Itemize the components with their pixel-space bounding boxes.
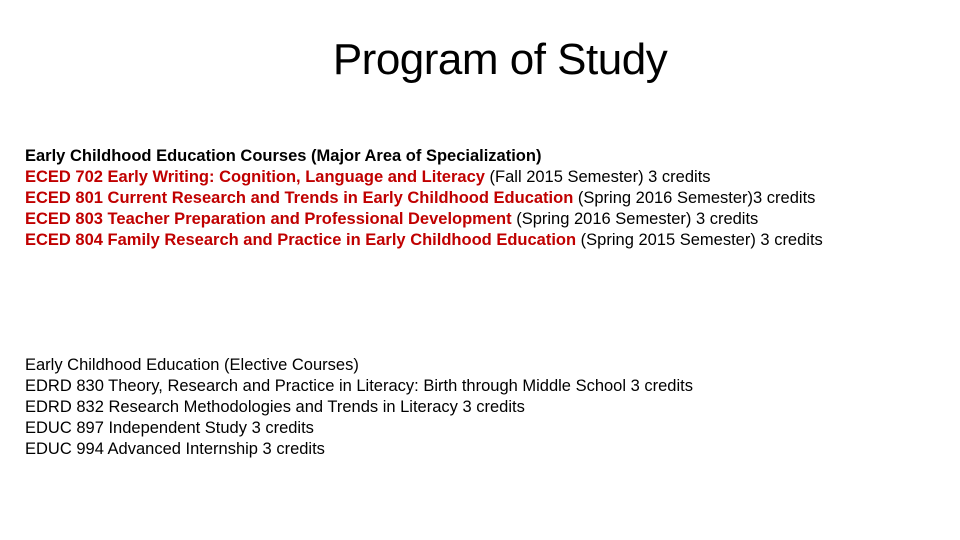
course-detail: (Fall 2015 Semester) 3 credits xyxy=(484,168,711,186)
course-code-title: ECED 803 Teacher Preparation and Professional Development xyxy=(25,210,512,228)
course-code-title: ECED 702 Early Writing: Cognition, Language and Literacy xyxy=(25,168,485,186)
course-code-title: ECED 804 Family Research and Practice in Early Childhood Education xyxy=(25,231,577,249)
course-detail: (Spring 2016 Semester) 3 credits xyxy=(511,210,759,228)
elective-course-item: EDUC 897 Independent Study 3 credits xyxy=(25,419,314,437)
course-detail: (Spring 2015 Semester) 3 credits xyxy=(576,231,823,249)
course-detail: (Spring 2016 Semester)3 credits xyxy=(573,189,816,207)
major-courses-heading: Early Childhood Education Courses (Major Area of Specialization) xyxy=(25,147,542,165)
major-course-item xyxy=(25,230,940,251)
major-course-item xyxy=(25,209,940,230)
page-title: Program of Study xyxy=(332,35,668,84)
elective-courses-heading: Early Childhood Education (Elective Courses) xyxy=(25,356,359,374)
elective-course-item: EDUC 994 Advanced Internship 3 credits xyxy=(25,440,325,458)
major-courses-section xyxy=(25,146,940,251)
major-course-item xyxy=(25,188,940,209)
elective-courses-section xyxy=(25,355,940,460)
elective-course-item: EDRD 830 Theory, Research and Practice in Literacy: Birth through Middle School 3 credits xyxy=(25,377,693,395)
elective-course-item: EDRD 832 Research Methodologies and Trends in Literacy 3 credits xyxy=(25,398,525,416)
course-code-title: ECED 801 Current Research and Trends in Early Childhood Education xyxy=(25,189,574,207)
major-course-item xyxy=(25,167,940,188)
